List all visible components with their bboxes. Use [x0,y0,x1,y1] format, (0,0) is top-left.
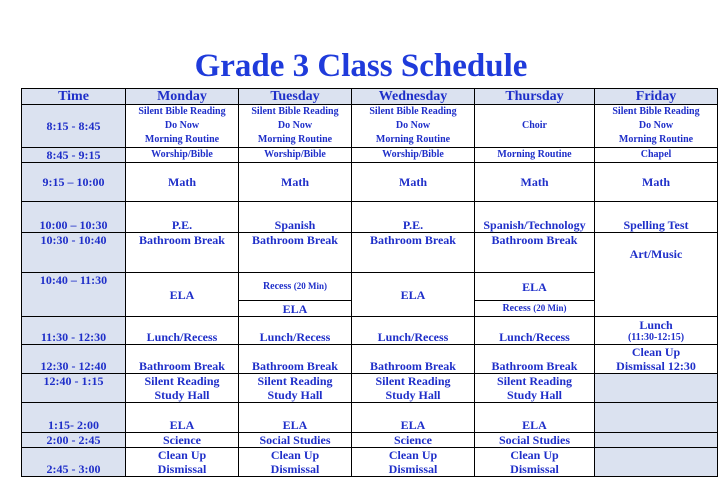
friday-empty-cell [595,403,718,433]
header-monday: Monday [126,89,239,105]
thursday-cell: Clean Up Dismissal [475,448,595,477]
thursday-cell: Bathroom Break [475,345,595,374]
monday-cell: Math [126,163,239,202]
monday-cell: Silent Reading Study Hall [126,374,239,403]
monday-cell: ELA [126,403,239,433]
thursday-cell: Math [475,163,595,202]
tuesday-cell-b: ELA [239,301,352,317]
friday-cell: Spelling Test [595,202,718,233]
wednesday-cell: Math [352,163,475,202]
monday-cell: P.E. [126,202,239,233]
header-thursday: Thursday [475,89,595,105]
thursday-cell: Bathroom Break [475,233,595,273]
schedule-table [21,88,718,477]
wednesday-cell: ELA [352,273,475,317]
friday-cell: Math [595,163,718,202]
tuesday-cell: Clean Up Dismissal [239,448,352,477]
time-cell: 10:00 – 10:30 [22,202,126,233]
header-wednesday: Wednesday [352,89,475,105]
friday-cell: Silent Bible Reading Do Now Morning Routine [595,105,718,148]
tuesday-cell: Worship/Bible [239,148,352,163]
header-friday: Friday [595,89,718,105]
thursday-cell-b: Recess (20 Min) [475,301,595,317]
row-1030 [22,233,718,273]
wednesday-cell: Science [352,433,475,448]
tuesday-cell: Recess (20 Min) [239,273,352,301]
monday-cell: Lunch/Recess [126,317,239,345]
wednesday-cell: Bathroom Break [352,345,475,374]
tuesday-cell: Lunch/Recess [239,317,352,345]
wednesday-cell: Silent Reading Study Hall [352,374,475,403]
wednesday-cell: Bathroom Break [352,233,475,273]
friday-empty-cell [595,374,718,403]
time-cell: 9:15 – 10:00 [22,163,126,202]
header-time: Time [22,89,126,105]
thursday-cell: Spanish/Technology [475,202,595,233]
monday-cell: Clean Up Dismissal [126,448,239,477]
friday-empty-cell [595,433,718,448]
row-0200 [22,433,718,448]
thursday-cell: ELA [475,403,595,433]
monday-cell: Worship/Bible [126,148,239,163]
row-1000 [22,202,718,233]
monday-cell: ELA [126,273,239,317]
friday-cell: Art/Music [595,233,718,317]
time-cell: 2:45 - 3:00 [22,448,126,477]
row-1230 [22,345,718,374]
monday-cell: Science [126,433,239,448]
thursday-cell: ELA [475,273,595,301]
friday-cell: Chapel [595,148,718,163]
time-cell: 2:00 - 2:45 [22,433,126,448]
time-cell: 8:15 - 8:45 [22,105,126,148]
row-0815 [22,105,718,148]
row-0245 [22,448,718,477]
time-cell: 11:30 - 12:30 [22,317,126,345]
time-cell: 12:40 - 1:15 [22,374,126,403]
row-0845 [22,148,718,163]
tuesday-cell: Social Studies [239,433,352,448]
wednesday-cell: Worship/Bible [352,148,475,163]
time-cell: 1:15- 2:00 [22,403,126,433]
thursday-cell: Social Studies [475,433,595,448]
monday-cell: Bathroom Break [126,233,239,273]
thursday-cell: Morning Routine [475,148,595,163]
wednesday-cell: ELA [352,403,475,433]
tuesday-cell: Math [239,163,352,202]
friday-empty-cell [595,448,718,477]
thursday-cell: Lunch/Recess [475,317,595,345]
tuesday-cell: Spanish [239,202,352,233]
header-row [22,89,718,105]
wednesday-cell: Lunch/Recess [352,317,475,345]
tuesday-cell: Silent Reading Study Hall [239,374,352,403]
wednesday-cell: Silent Bible Reading Do Now Morning Routine [352,105,475,148]
thursday-cell: Choir [475,105,595,148]
tuesday-cell: ELA [239,403,352,433]
row-1240 [22,374,718,403]
time-cell: 10:40 – 11:30 [22,273,126,317]
wednesday-cell: P.E. [352,202,475,233]
monday-cell: Bathroom Break [126,345,239,374]
time-cell: 10:30 - 10:40 [22,233,126,273]
friday-cell: Clean Up Dismissal 12:30 [595,345,718,374]
friday-cell: Lunch (11:30-12:15) [595,317,718,345]
time-cell: 8:45 - 9:15 [22,148,126,163]
thursday-cell: Silent Reading Study Hall [475,374,595,403]
header-tuesday: Tuesday [239,89,352,105]
row-0915 [22,163,718,202]
row-1130 [22,317,718,345]
page-title: Grade 3 Class Schedule [194,48,528,84]
monday-cell: Silent Bible Reading Do Now Morning Routine [126,105,239,148]
tuesday-cell: Bathroom Break [239,345,352,374]
wednesday-cell: Clean Up Dismissal [352,448,475,477]
time-cell: 12:30 - 12:40 [22,345,126,374]
tuesday-cell: Bathroom Break [239,233,352,273]
row-0115 [22,403,718,433]
tuesday-cell: Silent Bible Reading Do Now Morning Routine [239,105,352,148]
